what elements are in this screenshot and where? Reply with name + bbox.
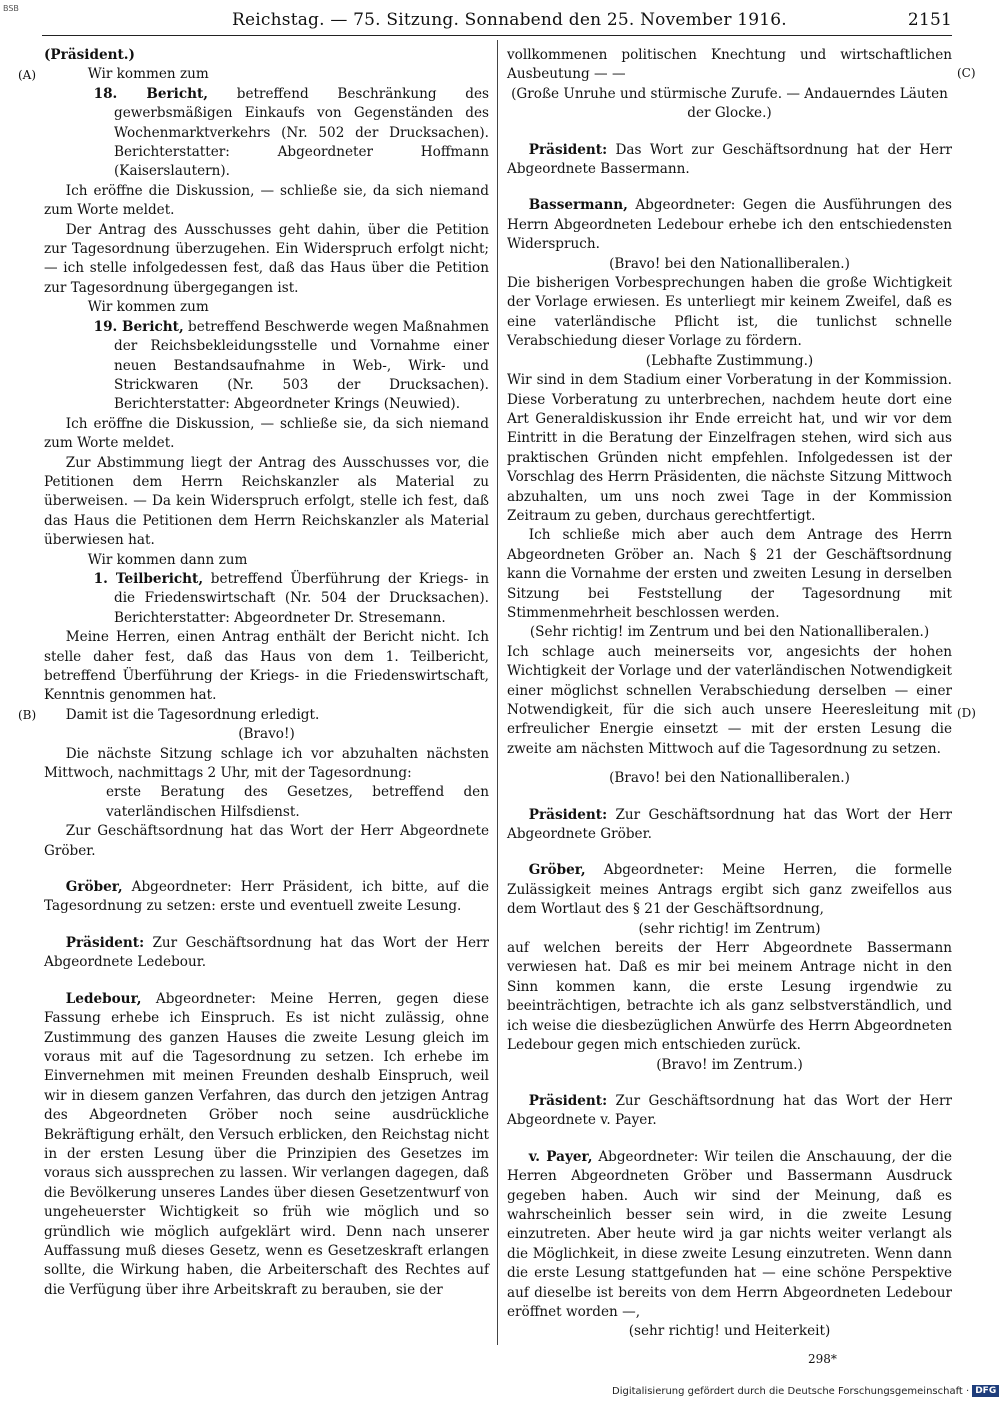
speech: Präsident: Zur Geschäftsordnung hat das Wort der Herr Abgeordnete Gröber. bbox=[507, 806, 952, 843]
interjection: (Große Unruhe und stürmische Zurufe. — Andauerndes Läuten der Glocke.) bbox=[511, 85, 948, 122]
paragraph: Wir kommen zum bbox=[87, 66, 209, 83]
dfg-logo: DFG bbox=[972, 1385, 999, 1397]
speech: Präsident: Das Wort zur Geschäftsordnung hat der Herr Abgeordnete Bassermann. bbox=[507, 141, 952, 178]
paragraph: Zur Geschäftsordnung hat das Wort der Herr Abgeordnete Gröber. bbox=[44, 823, 489, 859]
item-heading: 18. Bericht, bbox=[93, 85, 209, 102]
page-number: 2151 bbox=[907, 10, 952, 30]
agenda-entry: erste Beratung des Gesetzes, betreffend den vaterländischen Hilfsdienst. bbox=[106, 784, 489, 820]
header-title: Reichstag. — 75. Sitzung. Sonnabend den 25. November 1916. bbox=[232, 10, 787, 30]
speaker-name: Gröber, bbox=[528, 862, 586, 879]
item-heading: 1. Teilbericht, bbox=[93, 570, 204, 587]
speaker-name: Präsident: bbox=[528, 806, 608, 823]
interjection: (sehr richtig! im Zentrum) bbox=[638, 920, 821, 937]
interjection: (Bravo! bei den Nationalliberalen.) bbox=[609, 255, 850, 272]
interjection: (Bravo!) bbox=[238, 726, 295, 743]
interjection: (sehr richtig! und Heiterkeit) bbox=[628, 1323, 831, 1340]
signature-mark: 298* bbox=[808, 1352, 837, 1366]
paragraph: Ich eröffne die Diskussion, — schließe sie, da sich niemand zum Worte meldet. bbox=[44, 182, 489, 219]
margin-mark-a: (A) bbox=[18, 68, 37, 82]
paragraph: Zur Abstimmung liegt der Antrag des Ausschusses vor, die Petitionen dem Herrn Reichskanzler als Material zu überweisen. — Da kein Widerspruch erfolgt, stelle ich fest, daß das Haus die Petitionen dem Herrn Reichskanzler als Material überwiesen hat. bbox=[44, 454, 489, 549]
paragraph: Damit ist die Tagesordnung erledigt. bbox=[65, 706, 320, 723]
speaker-name: Präsident: bbox=[528, 141, 608, 158]
agenda-item: 1. Teilbericht, betreffend Überführung der Kriegs- in die Friedenswirtschaft (Nr. 504 der Drucksachen). Berichterstatter: Abgeordneter Dr. Stresemann. bbox=[93, 570, 489, 626]
digitization-footer bbox=[612, 1385, 999, 1397]
paragraph: Ich schließe mich aber auch dem Antrage des Herrn Abgeordneten Gröber an. Nach § 21 der Geschäftsordnung kann die Vornahme der ersten und zweiten Lesung in derselben Sitzung bei Feststellung der Tagesordnung mit Stimmenmehrheit beschlossen werden. bbox=[507, 527, 952, 621]
speech: Präsident: Zur Geschäftsordnung hat das Wort der Herr Abgeordnete Ledebour. bbox=[44, 934, 489, 971]
paragraph: Die nächste Sitzung schlage ich vor abzuhalten nächsten Mittwoch, nachmittags 2 Uhr, mit der Tagesordnung: bbox=[44, 745, 489, 782]
library-mark: BSB bbox=[3, 4, 19, 13]
paragraph: vollkommenen politischen Knechtung und wirtschaftlichen Ausbeutung — — bbox=[507, 47, 952, 83]
agenda-item: 18. Bericht, betreffend Beschränkung des gewerbsmäßigen Einkaufs von Gegenständen des Wochenmarktverkehrs (Nr. 502 der Drucksachen). Berichterstatter: Abgeordneter Hoffmann (Kaiserslautern). bbox=[93, 85, 489, 180]
paragraph: Meine Herren, einen Antrag enthält der Bericht nicht. Ich stelle daher fest, daß das Haus von dem 1. Teilbericht, betreffend Überführung der Kriegs- in die Friedenswirtschaft, Kenntnis genommen hat. bbox=[44, 629, 489, 704]
speech: Ledebour, Abgeordneter: Meine Herren, gegen diese Fassung erhebe ich Einspruch. Es ist nicht zulässig, ohne Zustimmung des ganzen Hauses die zweite Lesung gleich im voraus mit auf die Tagesordnung zu setzen. Ich erhebe im Einvernehmen mit meinen Freunden deshalb Einspruch, weil wir in diesem ganzen Verfahren, das durch den jetzigen Antrag des Abgeordneten Gröber noch seine ausdrückliche Bekräftigung erhält, den Versuch erblicken, den Reichstag nicht in der ersten Lesung über die Prinzipien des Gesetzes im voraus sich aussprechen zu lassen. Wir verlangen dagegen, daß die Bevölkerung unseres Landes über diesen Gesetzentwurf von ungeheuerster Wichtigkeit so früh wie möglich und so gründlich wie möglich aufgeklärt wird. Denn nach unserer Auffassung muß dieses Gesetz, wenn es Gesetzeskraft erlangen sollte, die Wirkung haben, die Arbeiterschaft des Rechtes auf die Verfügung über ihre Arbeitskraft zu berauben, sie der bbox=[44, 990, 489, 1298]
interjection: (Sehr richtig! im Zentrum und bei den Nationalliberalen.) bbox=[529, 624, 930, 641]
paragraph: Ich schlage auch meinerseits vor, angesichts der hohen Wichtigkeit der Vorlage und der vaterländischen Notwendigkeit einer möglichst schnellen Verabschiedung derselben — einer Notwendigkeit, für die sich auch unsere Heeresleitung mit erfreulicher Energie einsetzt — mit der ersten Lesung die zweite am nächsten Mittwoch auf die Tagesordnung zu setzen. bbox=[507, 643, 952, 757]
paragraph: Wir kommen zum bbox=[87, 299, 209, 316]
interjection: (Lebhafte Zustimmung.) bbox=[645, 352, 814, 369]
speaker-name: Bassermann, bbox=[528, 197, 628, 214]
speaker-name: Ledebour, bbox=[65, 990, 142, 1007]
speech: Gröber, Abgeordneter: Meine Herren, die formelle Zulässigkeit meines Antrags ergibt sich ganz zweifellos aus dem Wortlaut des § 21 der Geschäftsordnung, bbox=[507, 862, 952, 918]
speech: Präsident: Zur Geschäftsordnung hat das Wort der Herr Abgeordnete v. Payer. bbox=[507, 1092, 952, 1129]
paragraph: Wir kommen dann zum bbox=[87, 551, 248, 568]
speaker-name: Präsident: bbox=[65, 934, 145, 951]
column-divider bbox=[497, 40, 498, 1345]
right-column bbox=[507, 46, 952, 1342]
left-column bbox=[44, 46, 489, 1300]
paragraph: Der Antrag des Ausschusses geht dahin, über die Petition zur Tagesordnung überzugehen. Ein Widerspruch erfolgt nicht; — ich stelle infolgedessen fest, daß das Haus über die Petition zur Tagesordnung übergegangen ist. bbox=[44, 221, 489, 296]
paragraph: auf welchen bereits der Herr Abgeordnete Bassermann verwiesen hat. Daß es mir bei meinem Antrage nicht in den Sinn kommen kann, die erste Lesung irgendwie zu beeinträchtigen, betrachte ich als ganz selbstverständlich, und ich weise die diesbezüglichen Anwürfe des Herrn Abgeordneten Ledebour gegen mich entschieden zurück. bbox=[507, 940, 952, 1054]
running-header bbox=[42, 8, 952, 32]
header-rule bbox=[42, 35, 952, 36]
speaker-note: (Präsident.) bbox=[44, 47, 135, 63]
speaker-name: Gröber, bbox=[65, 879, 123, 896]
margin-mark-d: (D) bbox=[957, 706, 976, 720]
margin-mark-c: (C) bbox=[957, 66, 976, 80]
paragraph: Die bisherigen Vorbesprechungen haben die große Wichtigkeit der Vorlage erwiesen. Es unterliegt mir keinem Zweifel, daß es eine vaterländische Pflicht ist, die tunlichst schnelle Verabschiedung dieser Vorlage zu fördern. bbox=[507, 275, 952, 350]
margin-mark-b: (B) bbox=[18, 708, 37, 722]
interjection: (Bravo! bei den Nationalliberalen.) bbox=[609, 770, 850, 787]
speaker-name: Präsident: bbox=[528, 1092, 608, 1109]
paragraph: Wir sind in dem Stadium einer Vorberatung in der Kommission. Diese Vorberatung zu unterbrechen, nachdem heute dort eine Art Generaldiskussion ihr Ende erreicht hat, und wir vor dem Eintritt in die Beratung der Einzelfragen stehen, wird sich aus praktischen Gründen nicht empfehlen. Infolgedessen ist der Vorschlag des Herrn Präsidenten, die nächste Sitzung Mittwoch abzuhalten, um uns noch zwei Tage in der Kommission Zeitraum zu geben, durchaus gerechtfertigt. bbox=[507, 372, 952, 524]
speech: Bassermann, Abgeordneter: Gegen die Ausführungen des Herrn Abgeordneten Ledebour erhebe ich den entschiedensten Widerspruch. bbox=[507, 197, 952, 253]
item-heading: 19. Bericht, bbox=[93, 318, 184, 335]
speaker-name: v. Payer, bbox=[528, 1148, 593, 1165]
speech: v. Payer, Abgeordneter: Wir teilen die Anschauung, der die Herren Abgeordneten Gröber und Bassermann Ausdruck gegeben haben. Auch wir sind der Meinung, daß es wahrscheinlich besser sein wird, in die zweite Lesung einzutreten. Aber heute wird ja gar nichts weiter verlangt als die Möglichkeit, in diese zweite Lesung einzutreten. Wenn dann die erste Lesung stattgefunden hat — eine schöne Perspektive auf dieselbe ist bereits von dem Herrn Abgeordneten Ledebour eröffnet worden —, bbox=[507, 1148, 952, 1320]
footer-text: Digitalisierung gefördert durch die Deutsche Forschungsgemeinschaft · bbox=[612, 1386, 970, 1397]
paragraph: Ich eröffne die Diskussion, — schließe sie, da sich niemand zum Worte meldet. bbox=[44, 415, 489, 452]
speech: Gröber, Abgeordneter: Herr Präsident, ich bitte, auf die Tagesordnung zu setzen: erste und eventuell zweite Lesung. bbox=[44, 879, 489, 915]
interjection: (Bravo! im Zentrum.) bbox=[656, 1056, 803, 1073]
agenda-item: 19. Bericht, betreffend Beschwerde wegen Maßnahmen der Reichsbekleidungsstelle und Vornahme einer neuen Bestandsaufnahme in Web-, Wirk- und Strickwaren (Nr. 503 der Drucksachen). Berichterstatter: Abgeordneter Krings (Neuwied). bbox=[93, 318, 489, 413]
